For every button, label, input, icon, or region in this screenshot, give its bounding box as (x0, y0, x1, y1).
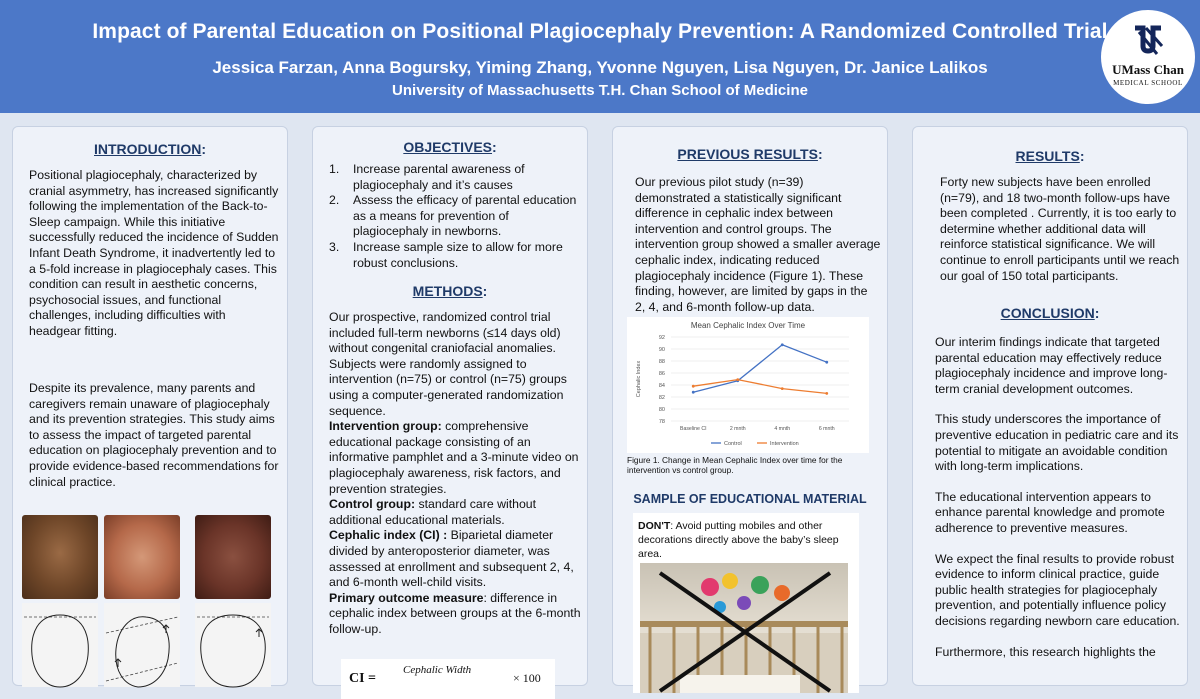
methods-paragraph: Our prospective, randomized control trial included full-term newborns (≤14 days old) without congenital craniofacial anomalies. Subjects were randomly assigned to intervention (n=75) or control (n=75) groups using a computer-generated randomization sequence. (329, 310, 567, 418)
formula-multiplier: × 100 (513, 671, 541, 685)
x-tick-label: 4 mnth (774, 426, 791, 432)
y-tick-label: 88 (658, 359, 665, 365)
results-title: RESULTS: (1015, 148, 1085, 164)
conclusion-title: CONCLUSION: (1000, 305, 1100, 321)
results-text: Forty new subjects have been enrolled (n=79), and 18 two-month follow-ups have been completed . Currently, it is too early to determine whether additional data will reinforce statistical significance. We will continue to enroll participants until we reach our goal of 150 total participants. (940, 175, 1180, 283)
poster-school: University of Massachusetts T.H. Chan School of Medicine (392, 82, 808, 99)
data-point-intervention (692, 385, 695, 388)
poster-authors: Jessica Farzan, Anna Bogursky, Yiming Zhang, Yvonne Nguyen, Lisa Nguyen, Dr. Janice Lalikos (212, 58, 988, 77)
formula-ci: CI = (349, 671, 377, 686)
educational-dont-text: DON'T: Avoid putting mobiles and other decorations directly above the baby’s sleep area. (638, 520, 839, 560)
results-conclusion-panel (912, 126, 1188, 686)
objective-item: 3. Increase sample size to allow for more robust conclusions. (329, 239, 563, 270)
cephalic-index-formula (341, 659, 555, 699)
x-tick-label: Baseline CI (679, 426, 707, 432)
chart-title: Mean Cephalic Index Over Time (690, 321, 806, 330)
previous-results-text: Our previous pilot study (n=39) demonstrated a statistically significant difference in cephalic index between intervention and control groups. The intervention group showed a smaller average cephalic index, indicating reduced plagiocephaly incidence (Figure 1). These finding, however, are limited by gaps in the 2, 4, and 6-month follow-up data. (635, 175, 881, 314)
logo-subtitle: MEDICAL SCHOOL (1113, 79, 1183, 87)
conclusion-paragraph-4: We expect the final results to provide robust evidence to inform clinical practice, guide public health strategies for plagiocephaly prevention, and potentially influence policy decisions regarding newborn care education. (935, 551, 1180, 628)
methods-title: METHODS: (412, 283, 488, 299)
y-tick-label: 92 (658, 335, 665, 341)
legend-label-control: Control (724, 441, 742, 447)
objectives-methods-panel (312, 126, 588, 686)
introduction-paragraph-2: Despite its prevalence, many parents and caregivers remain unaware of plagiocephaly and its prevention strategies. This study aims to assess the impact of targeted parental education on plagiocephaly prevention and to provide evidence-based recommendations for clinical practice. (29, 381, 279, 489)
conclusion-paragraph-5: Furthermore, this research highlights the (935, 644, 1156, 659)
previous-results-title: PREVIOUS RESULTS: (677, 146, 823, 162)
x-tick-label: 6 mnth (818, 426, 835, 432)
y-tick-label: 78 (658, 419, 665, 425)
data-point-control (825, 361, 828, 364)
figure-1-caption: Figure 1. Change in Mean Cephalic Index over time for the intervention vs control group. (627, 455, 843, 475)
objective-item: 1. Increase parental awareness of plagiocephaly and it’s causes (329, 162, 525, 192)
introduction-panel (12, 126, 288, 686)
umass-chan-logo (1101, 10, 1195, 104)
crib-mobile-photo (640, 563, 848, 693)
data-point-intervention (781, 387, 784, 390)
skull-diagram-normal (22, 603, 98, 687)
logo-name: UMass Chan (1112, 62, 1184, 77)
conclusion-paragraph-3: The educational intervention appears to enhance parental knowledge and promote adherence to preventive measures. (935, 489, 1165, 535)
infant-head-photo-1 (22, 515, 98, 599)
legend-label-intervention: Intervention (770, 441, 799, 447)
educational-material-title: SAMPLE OF EDUCATIONAL MATERIAL (633, 492, 867, 506)
infant-head-photo-2 (104, 515, 180, 599)
data-point-control (781, 343, 784, 346)
methods-body (329, 310, 581, 637)
y-tick-label: 86 (658, 371, 665, 377)
formula-numerator: Cephalic Width (403, 664, 472, 676)
data-point-intervention (736, 378, 739, 381)
methods-outcome: Primary outcome measure: difference in cephalic index between groups at the 6-month follow-up. (329, 590, 581, 636)
previous-results-panel (612, 126, 888, 686)
introduction-paragraph-1: Positional plagiocephaly, characterized by cranial asymmetry, has increased significantly following the implementation of the Back-to-Sleep campaign. While this initiative successfully reduced the incidence of Sudden Infant Death Syndrome, it inadvertently led to a 5-fold increase in plagiocephaly cases. This condition can result in aesthetic concerns, psychosocial issues, and functional challenges, including difficulties with headgear fitting. (29, 168, 279, 338)
poster-title: Impact of Parental Education on Positional Plagiocephaly Prevention: A Randomized Controlled Trial (92, 20, 1108, 43)
introduction-title: INTRODUCTION: (94, 141, 206, 157)
y-tick-label: 90 (658, 347, 665, 353)
poster-header (0, 0, 1200, 113)
conclusion-body (935, 335, 1183, 660)
cephalic-index-chart-svg (627, 317, 869, 453)
y-tick-label: 84 (658, 383, 665, 389)
umass-logo-icon (1132, 24, 1166, 58)
objectives-title: OBJECTIVES: (403, 139, 497, 155)
skull-diagram-brachycephaly (195, 603, 271, 687)
methods-intervention: Intervention group: comprehensive educational package consisting of an informative pamphlet and a 3-minute video on plagiocephaly awareness, risk factors, and prevention strategies. (329, 419, 579, 496)
y-tick-label: 80 (658, 407, 665, 413)
y-tick-label: 82 (658, 395, 665, 401)
methods-control: Control group: standard care without additional educational materials. (329, 497, 537, 527)
objective-item: 2. Assess the efficacy of parental education as a means for prevention of plagiocephaly in newborns. (329, 193, 577, 239)
methods-cephalic-index: Cephalic index (CI) : Biparietal diameter divided by anteroposterior diameter, was assessed at enrollment and subsequent 2, 4, and 6-month well-child visits. (329, 528, 574, 590)
data-point-intervention (825, 392, 828, 395)
conclusion-paragraph-2: This study underscores the importance of preventive education in pediatric care and its potential to mitigate an avoidable condition with long-term implications. (935, 412, 1179, 474)
data-point-control (692, 391, 695, 394)
cephalic-index-chart (627, 317, 869, 453)
y-axis-label: Cephalic Index (636, 360, 642, 398)
infant-head-photo-3 (195, 515, 271, 599)
conclusion-paragraph-1: Our interim findings indicate that targeted parental education may effectively reduce plagiocephaly incidence and improve long-term cranial development outcomes. (935, 335, 1168, 396)
skull-diagram-plagiocephaly (104, 603, 180, 687)
educational-material-card (633, 513, 859, 693)
objectives-list (329, 162, 579, 271)
x-tick-label: 2 mnth (729, 426, 746, 432)
